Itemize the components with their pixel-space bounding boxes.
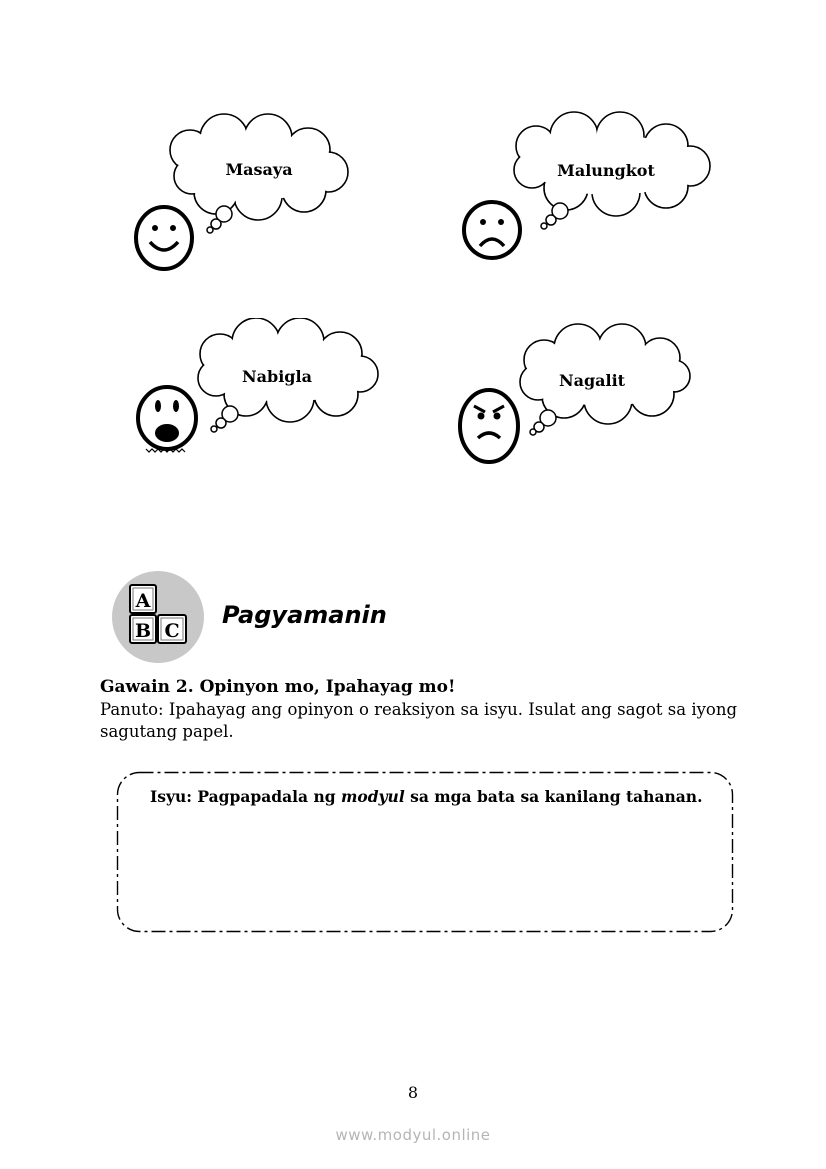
page-number: 8 xyxy=(407,1083,419,1102)
emotion-label-malungkot: Malungkot xyxy=(557,161,655,180)
issue-emphasis: modyul xyxy=(340,787,405,806)
issue-suffix: sa mga bata sa kanilang tahanan. xyxy=(404,787,703,806)
thought-cloud-nabigla xyxy=(130,318,380,463)
watermark: www.modyul.online xyxy=(335,1126,491,1144)
abc-blocks-icon xyxy=(112,571,204,663)
block-letter-c: C xyxy=(164,620,180,642)
thought-cloud-malungkot xyxy=(456,110,726,270)
emotion-label-nagalit: Nagalit xyxy=(558,371,626,390)
angry-face-icon xyxy=(460,390,518,462)
thought-cloud-nagalit xyxy=(452,322,702,472)
emotion-label-masaya: Masaya xyxy=(225,160,293,179)
activity-title: Gawain 2. Opinyon mo, Ipahayag mo! xyxy=(100,677,456,697)
emotion-label-nabigla: Nabigla xyxy=(242,367,312,386)
block-letter-b: B xyxy=(134,620,152,642)
surprised-face-icon xyxy=(138,387,196,452)
activity-instructions: Panuto: Ipahayag ang opinyon o reaksiyon sa isyu. Isulat ang sagot sa iyong sagutang papel. xyxy=(100,700,738,741)
issue-statement xyxy=(150,787,702,806)
happy-face-icon xyxy=(136,207,192,269)
section-title: Pagyamanin xyxy=(222,601,387,629)
sad-face-icon xyxy=(464,202,520,258)
block-letter-a: A xyxy=(135,590,151,612)
thought-cloud-masaya xyxy=(128,110,364,280)
issue-prefix: Isyu: Pagpapadala ng xyxy=(150,787,341,806)
